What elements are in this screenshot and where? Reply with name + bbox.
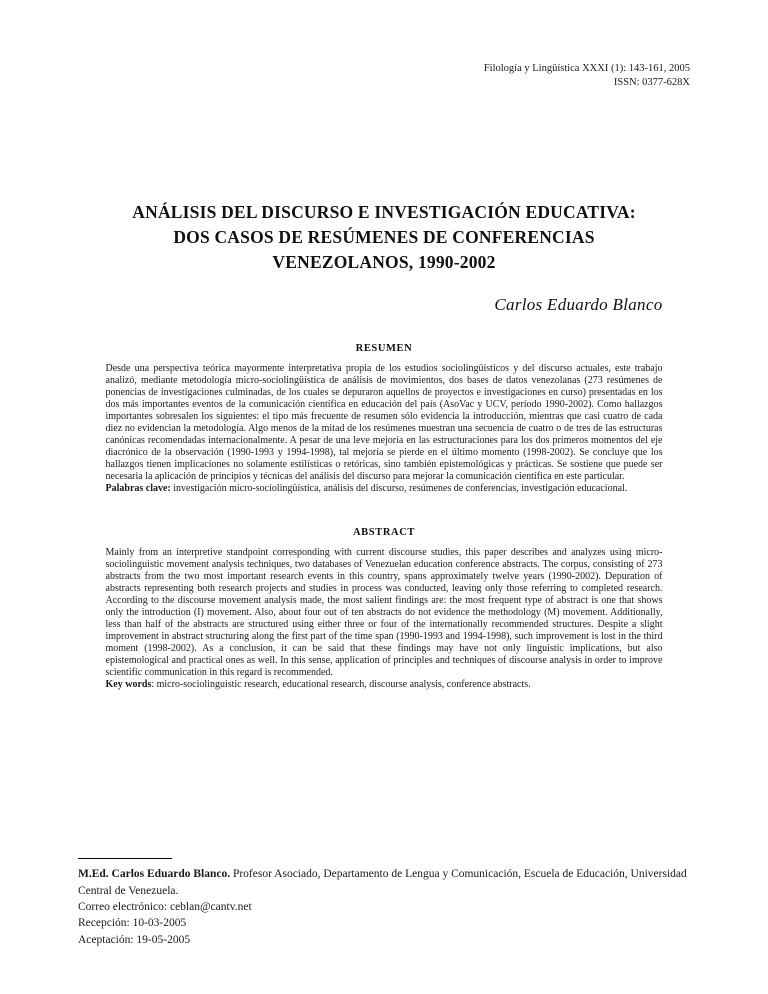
abstract-section [106, 527, 663, 691]
author-block [106, 295, 663, 315]
acceptance-line: Aceptación: 19-05-2005 [78, 933, 191, 946]
abstract-heading: ABSTRACT [353, 526, 415, 538]
resumen-keywords [106, 483, 663, 495]
paper-title-line-3: VENEZOLANOS, 1990-2002 [272, 252, 496, 273]
reception-line: Recepción: 10-03-2005 [78, 917, 187, 930]
journal-header [78, 62, 690, 90]
resumen-section [106, 343, 663, 495]
journal-citation-line: Filología y Lingüística XXXI (1): 143-161, 2005 [483, 63, 690, 74]
paper-title [78, 200, 690, 275]
email-line: Correo electrónico: ceblan@cantv.net [78, 901, 252, 914]
paper-title-line-1: ANÁLISIS DEL DISCURSO E INVESTIGACIÓN EDUCATIVA: [132, 202, 636, 223]
abstract-keywords [106, 679, 663, 691]
resumen-keywords-text: investigación micro-sociolingüística, análisis del discurso, resúmenes de conferencias, investigación educacional. [170, 482, 628, 494]
footnote-rule [78, 858, 172, 859]
abstract-body: Mainly from an interpretive standpoint corresponding with current discourse studies, this paper describes and analyzes using micro-sociolinguistic movement analysis techniques, two databases of Venezuelan education conference abstracts. The corpus, consisting of 273 abstracts from the two most important research events in this country, spans approximately twelve years (1990-2002). Depuration of abstracts representing both research projects and studies in process was conducted, leaving only those referring to completed research. According to the discourse movement analysis made, the most salient findings are: the most frequent type of abstract is one that shows only the introduction (I) movement. Also, about four out of ten abstracts do not evidence the methodology (M) movement. Additionally, less than half of the abstracts are structured using either three or four of the internationally recommended structures. Despite a slight improvement in abstract structuring along the first part of the time span (1990-1993 and 1994-1998), such improvement is lost in the third moment (1998-2002). As a conclusion, it can be said that these findings may have not only linguistic implications, but also epistemological and practical ones as well. In this sense, application of principles and techniques of discourse analysis in order to improve scientific communication in this regard is recommended. [105, 546, 663, 678]
issn-line: ISSN: 0377-628X [613, 77, 690, 89]
abstract-keywords-label: Key words [105, 678, 152, 690]
resumen-keywords-label: Palabras clave: [105, 482, 171, 494]
resumen-body: Desde una perspectiva teórica mayormente interpretativa propia de los estudios sociolingüísticos y del discurso actuales, este trabajo analizó, mediante metodología micro-sociolingüística de análisis de movimientos, dos bases de datos venezolanas (273 resúmenes de ponencias de investigaciones culminadas, de los cuales se depuraron aquellos de proyectos e investigaciones en curso) presentadas en los dos más importantes eventos de la comunicación científica en educación del país (AsoVac y UCV, período 1990-2002). Como hallazgos importantes sobresalen los siguientes: el tipo más frecuente de resumen sólo evidencia la introducción, mientras que casi cuatro de cada diez no evidencian la metodología. Algo menos de la mitad de los resúmenes muestran una secuencia de cuatro o de tres de las estructuras canónicas recomendadas internacionalmente. A pesar de una leve mejoría en las estructuraciones para los dos primeros momentos del eje diacrónico de la observación (1990-1993 y 1994-1998), tal mejoría se pierde en el último momento (1998-2002). Se concluye que los hallazgos tienen implicaciones no solamente estilísticas o retóricas, sino también epistemológicas y prácticas. Se sostiene que puede ser necesaria la aplicación de principios y técnicas del análisis del discurso para mejorar la comunicación científica en este particular. [105, 362, 663, 482]
author-name: Carlos Eduardo Blanco [494, 294, 663, 314]
author-footnote [78, 858, 690, 948]
resumen-heading: RESUMEN [355, 342, 413, 354]
author-bio-name: M.Ed. Carlos Eduardo Blanco. [78, 868, 231, 881]
abstract-keywords-text: : micro-sociolinguistic research, educational research, discourse analysis, conference abstracts. [151, 678, 531, 690]
author-bio-rest: Profesor Asociado, Departamento de Lengua y Comunicación, Escuela de Educación, Universidad Central de Venezuela. [78, 868, 687, 897]
author-bio-line [78, 866, 690, 899]
paper-title-line-2: DOS CASOS DE RESÚMENES DE CONFERENCIAS [173, 227, 595, 248]
